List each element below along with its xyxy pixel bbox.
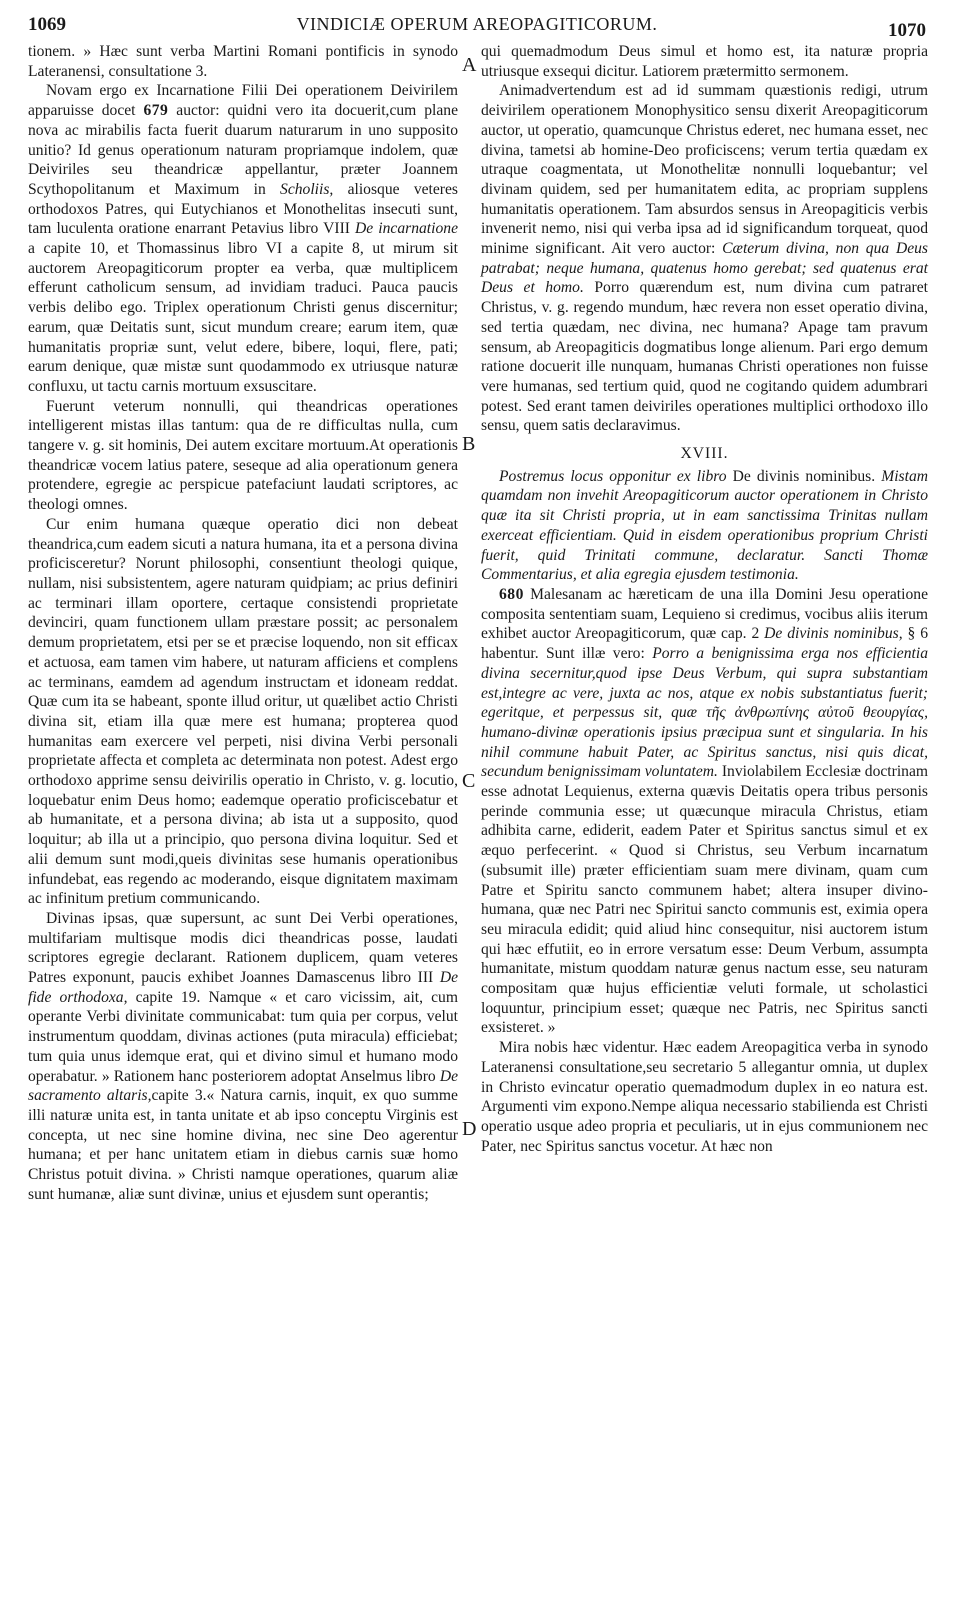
margin-letter-c: C xyxy=(462,770,476,792)
text-run: auctor: quidni vero ita docuerit,cum plane nova ac mirabilis facta fuerit duarum naturarum in uno supposito unitio? Id genus operationum naturam propriamque indolem, quæ Deiviriles seu theandricæ appellantur, præter Joannem Scythopolitanum et Maximum in xyxy=(28,102,458,198)
paragraph: qui quemadmodum Deus simul et homo est, ita naturæ propria utriusque exsequi dicitur. Latiorem prætermitto sermonem. xyxy=(481,43,928,80)
text-run: Divinas ipsas, quæ supersunt, ac sunt Dei Verbi operationes, multifariam multisque modis dici theandricas posse, laudati scriptores egregie declarant. Rationem duplicem, quam veteres Patres exponunt, paucis exhibet Joannes Damascenus libro III xyxy=(28,909,458,987)
right-column xyxy=(481,42,928,1156)
text-run: Porro quærendum est, num divina cum patraret Christus, v. g. regendo mundum, hæc revera non esset operatio divina, sed tertia quædam, nec divina, nec humana? Apage tam pravum sensum, ab Areopagiticis dogmatibus longe alienum. Pari ergo demum ratione docuerit ille nunquam, humanas Christi operationes non fuisse vere humanas, sed tertium quid, quod ne cogitando quidem adumbrari potest. Sed erant tamen deiviriles operationes multiplici orthodoxo illo sensu, quem satis declaravimus. xyxy=(481,279,929,435)
paragraph: tionem. » Hæc sunt verba Martini Romani pontificis in synodo Lateranensi, consultatione 3. xyxy=(28,43,458,80)
italic-title: De sacramento altaris, xyxy=(28,1067,458,1105)
text-run: Malesanam ac hæreticam de una illa Domini Jesu operatione composita sententiam suam, Lequieno si credimus, vocibus aliis iterum exhibet auctor Areopagiticorum, quæ cap. 2 xyxy=(481,585,928,643)
italic-title: De fide orthodoxa, xyxy=(28,969,458,1006)
paragraph: Cur enim humana quæque operatio dici non debeat theandrica,cum eadem sicuti a natura humana, ita et a persona divina proficisceretur? Norunt philosophi, consentiunt theologi quique, nullam, nisi subsistentem, agere naturam quidpiam; ac prius definiri ac terminari illam oportere, certaque consistendi proprietate devinciri, quam functionem ullam præstare possit; ac personalem demum proprietatem, etsi per se et præcise loquendo, non sit efficax et actuosa, eam tamen vim habere, ut naturam afficiens et complens ac terminans, eamdem ad agendum instructam et idoneam reddat. Quæ cum ita se habeant, sponte illud oritur, ut quælibet actio Christi divina sit, etiam illa quæ mere est humana; propterea quod humanitas eam exercere vel perpeti, nisi divina Verbi personali proprietate affecta et completa ac determinata non potest. Adest ergo orthodoxo apprime sensu deivirilis operatio in Christo, v. g. locutio, loquebatur enim Deus homo; eademque operatio proficiscebatur et ab humanitate, et a persona divina; ab ista ut a supposito, quod loquitur; ab illa ut a principio, quo persona divina loquitur. Sed et alii demum sunt modi,queis divinitas sese humanis operationibus infundebat, eas regendo ac moderando, eisque dignitatem maximam ac infinitum pretium communicando. xyxy=(28,515,458,908)
margin-letter-a: A xyxy=(462,54,477,76)
text-run: capite 3.« Natura carnis, inquit, ex quo summe illi naturæ unita est, in tanta unitate et ab ipso conceptu Virginis est concepta, ut nec sine homine divina, nec sine Deo agerentur humana; et per hanc unitatem etiam in diebus carnis suæ homo Christus potuit divina. » Christi namque operationes, quarum aliæ sunt humanæ, aliæ sunt divinæ, unius et ejusdem sunt operantis; xyxy=(28,1087,458,1203)
text-run: capite 19. Namque « et caro vicissim, ait, cum operante Verbi divinitate communicabat: tum quia per corpus, velut instrumentum quoddam, divinas actiones (puta miracula) efficiebat; tum quia unus idemque erat, qui et divino simul et humano modo operabatur. » Rationem hanc posteriorem adoptat Anselmus libro xyxy=(28,988,458,1085)
left-column xyxy=(28,42,458,1204)
text-run: § 6 habentur. Sunt illæ vero: xyxy=(481,625,929,663)
text-run: Postremus locus opponitur ex libro xyxy=(499,467,727,485)
paragraph xyxy=(28,909,458,1205)
section-summary xyxy=(481,467,928,585)
paragraph xyxy=(481,81,928,436)
paragraph xyxy=(28,81,458,396)
paragraph xyxy=(481,585,928,1038)
margin-letter-b: B xyxy=(462,433,476,455)
section-number: 679 xyxy=(143,102,169,120)
italic-quote: Porro a benignissima erga nos efficientia divina secernitur,quod ipse Deus Verbum, qui supra substantiam est,integre ac vere, juxta ac nos, atque ex nobis substantiatus fuerit; egeritque, et perpessus sit, quæ τῆς ἀνθρωπίνης αὐτοῦ θεουργίας, humano-divinæ operationis ipsius præcipua sunt et singularia. In his nihil commune habuit Pater, ac Spiritus sanctus, nisi quis dicat, secundum benignissimam voluntatem. xyxy=(481,645,928,781)
margin-letter-d: D xyxy=(462,1118,477,1140)
italic-title: Scholiis, xyxy=(280,180,334,198)
italic-quote: Cæterum divina, non qua Deus patrabat; neque humana, quatenus homo gerebat; sed quatenus erat Deus et homo. xyxy=(481,240,928,297)
italic-title: De incarnatione xyxy=(355,220,458,238)
running-title: VINDICIÆ OPERUM AREOPAGITICORUM. xyxy=(296,14,658,34)
text-run: De divinis nominibus. xyxy=(726,467,882,485)
right-page-number: 1070 xyxy=(888,20,926,41)
italic-title: De divinis nominibus, xyxy=(764,625,903,643)
text-run: aliosque veteres orthodoxos Patres, qui Eutychianos et Monothelitas insecuti sunt, tam luculenta oratione enarrant Petavius libro VIII xyxy=(28,180,458,238)
page-header xyxy=(28,6,926,40)
text-run: a capite 10, et Thomassinus libro VI a capite 8, ut mirum sit auctorem Areopagiticorum propter ea verba, quæ multiplicem efferunt catholicum sensum, ad invidiam traduci. Pauca paucis verbis delibo ego. Triplex operationum Christi genus discernitur; earum, quæ Deitatis sunt, sicut mundum creare; earum item, quæ humanitatis propriæ sunt, velut edere, bibere, loqui, flere, pati; earum denique, quæ mistæ sunt quodammodo ex utriusque naturæ confluxu, ut tactu carnis mortuum exsuscitare. xyxy=(28,240,458,395)
paragraph: Mira nobis hæc videntur. Hæc eadem Areopagitica verba in synodo Lateranensi consultatione,seu secretario 5 allegantur omnia, ut duplex in Christo evincatur operatio quemadmodum duplex in eo natura est. Argumenti vim expono.Nempe aliqua necessario stabilienda est Christi operatio usque adeo propria et peculiaris, ut in ejus communionem nec Pater, nec Spiritus sanctus vocetur. At hæc non xyxy=(481,1039,928,1155)
text-run: Inviolabilem Ecclesiæ doctrinam esse adnotat Lequienus, externa quævis Deitatis opera tribus personis perinde communia esse; ut quæcunque miracula Christus, etiam adhibita carne, ediderit, eadem Pater et Spiritus sanctus simul et ex æquo perfecerint. « Quod si Christus, seu Verbum incarnatum (subsumit ille) præter efficientiam suam mere divinam, quam cum Patre et Spiritu sancto communem habet; altera insuper divino-humana, quæ nec Patri nec Spiritui sancto communis est, eximia opera seu miracula edidit; quid aliud hinc consequitur, nisi auctorem istum qui hæc effutiit, eo in errore versatum esse: Deum Verbum, assumpta humanitate, mistum quoddam naturæ genus nactum esse, seu naturam compositam quæ hujus efficientiæ veluti formale, ut scholastici loquuntur, principium esset; quæque nec Patris, nec Spiritus sancti exsisteret. » xyxy=(481,763,928,1037)
left-page-number: 1069 xyxy=(28,14,66,35)
section-heading: XVIII. xyxy=(680,445,729,463)
paragraph: Fuerunt veterum nonnulli, qui theandricas operationes intelligerent mistas illas tantum: qua de re difficultas nulla, cum tangere v. g. sit hominis, Dei autem excitare mortuum.At operationis theandricæ vocem latius patere, seseque ad alia operationum genera protendere, egregie ac perspicue patefaciunt laudati scriptores, ac theologi omnes. xyxy=(28,397,458,514)
text-run: Mistam quamdam non invehit Areopagiticorum auctor operationem in Christo quæ ita sit Christi propria, ut in eam sanctissima Trinitas nullam exerceat efficientiam. Quid in eisdem operationibus proprium Christi fuerit, quid Trinitati commune, declaratur. Sancti Thomæ Commentarius, et alia egregia ejusdem testimonia. xyxy=(481,467,928,584)
text-run: Animadvertendum est ad id summam quæstionis redigi, utrum deivirilem operationem Monophysitico sensu dixerit Areopagiticorum auctor, ut operatio, quamcunque Christus ederet, nec humana esset, nec divina, tametsi ab homine-Deo proficiscens; verum tertia quædam ex utraque coagmentata, ut Monothelitæ nonnulli loquebantur; vel divinam quidem, sed per humanitatem edita, ac propriam supplens humanitatis operationem. Tam absurdos sensus in Areopagiticis verbis invenerit nemo, nisi qui verba ipsa ad id significandum torqueat, quod minime significant. Ait vero auctor: xyxy=(481,82,928,258)
text-run: Novam ergo ex Incarnatione Filii Dei operationem Deivirilem apparuisse docet xyxy=(28,82,458,120)
section-number: 680 xyxy=(499,585,524,603)
